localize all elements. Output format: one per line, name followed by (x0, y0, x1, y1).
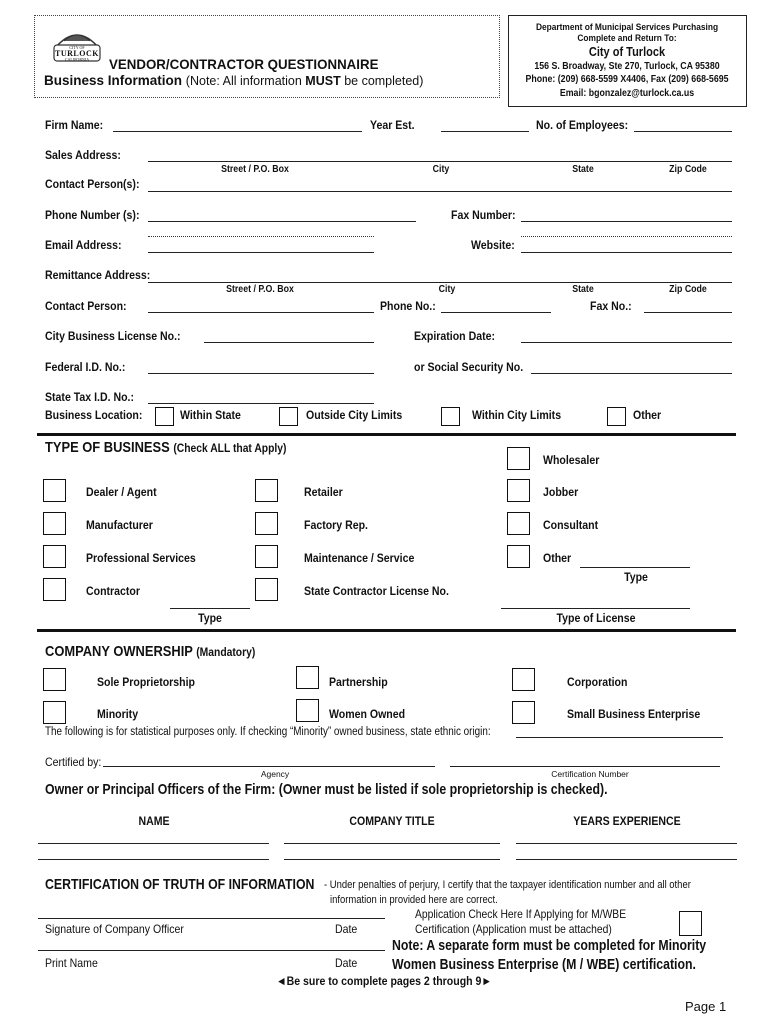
website-extra-line[interactable] (521, 236, 732, 237)
wholesaler-label: Wholesaler (543, 453, 600, 467)
maintenance-service-checkbox[interactable] (255, 545, 278, 568)
officer-row-2-name[interactable] (38, 859, 269, 860)
ssn-label: or Social Security No. (414, 360, 524, 374)
partnership-label: Partnership (329, 675, 388, 689)
remit-city-caption: City (438, 284, 456, 295)
contact-persons-label: Contact Person(s): (45, 177, 140, 191)
fax-no-field[interactable] (644, 312, 732, 313)
return-dept: Department of Municipal Services Purchasing (535, 22, 719, 33)
expiration-date-label: Expiration Date: (414, 329, 495, 343)
maintenance-service-label: Maintenance / Service (304, 551, 415, 565)
manufacturer-checkbox[interactable] (43, 512, 66, 535)
subtitle-bold: Business Information (44, 73, 183, 88)
fax-no-label: Fax No.: (590, 299, 632, 313)
federal-id-label: Federal I.D. No.: (45, 360, 126, 374)
ownership-heading (45, 643, 255, 660)
location-other-label: Other (633, 408, 662, 422)
minority-checkbox[interactable] (43, 701, 66, 724)
subtitle-note-pre: (Note: All information (185, 74, 306, 88)
sales-address-label: Sales Address: (45, 148, 121, 162)
contact-persons-field[interactable] (148, 191, 732, 192)
city-license-field[interactable] (204, 342, 374, 343)
fax-number-label: Fax Number: (451, 208, 516, 222)
jobber-checkbox[interactable] (507, 479, 530, 502)
sales-state-caption: State (572, 164, 594, 175)
return-phone: Phone: (209) 668-5599 X4406, Fax (209) 668-5695 (525, 74, 729, 85)
sales-address-field[interactable] (148, 161, 732, 162)
certification-number-field[interactable] (450, 766, 720, 767)
business-other-label: Other (543, 551, 572, 565)
print-date-label: Date (335, 956, 358, 970)
certification-number-caption: Certification Number (551, 769, 629, 779)
certification-text-2: information in provided here are correct. (330, 894, 498, 906)
license-type-field[interactable] (501, 608, 690, 609)
phone-numbers-field[interactable] (148, 221, 416, 222)
fax-number-field[interactable] (521, 221, 732, 222)
officers-heading: Owner or Principal Officers of the Firm: (Owner must be listed if sole proprietorship is checked). (45, 781, 608, 798)
agency-field[interactable] (103, 766, 435, 767)
dealer-agent-label: Dealer / Agent (86, 485, 157, 499)
officer-row-1-name[interactable] (38, 843, 269, 844)
state-contractor-license-label: State Contractor License No. (304, 584, 449, 598)
return-city: City of Turlock (588, 45, 666, 59)
contractor-checkbox[interactable] (43, 578, 66, 601)
consultant-label: Consultant (543, 518, 599, 532)
certification-text-1: - Under penalties of perjury, I certify that the taxpayer identification number and all other (324, 879, 691, 891)
remit-state-caption: State (572, 284, 594, 295)
certification-heading: CERTIFICATION OF TRUTH OF INFORMATION (45, 876, 315, 893)
firm-name-label: Firm Name: (45, 118, 104, 132)
email-address-label: Email Address: (45, 238, 122, 252)
signature-date-label: Date (335, 922, 358, 936)
business-other-type-caption: Type (624, 570, 648, 584)
firm-name-field[interactable] (113, 131, 362, 132)
print-name-field[interactable] (38, 950, 385, 951)
certified-by-label: Certified by: (45, 755, 102, 769)
consultant-checkbox[interactable] (507, 512, 530, 535)
wholesaler-checkbox[interactable] (507, 447, 530, 470)
signature-field[interactable] (38, 918, 385, 919)
type-of-business-divider (37, 433, 736, 436)
subtitle-note-bold: MUST (305, 74, 341, 88)
signature-label: Signature of Company Officer (45, 922, 184, 936)
form-subtitle (44, 73, 423, 88)
agency-caption: Agency (260, 769, 290, 779)
employees-field[interactable] (634, 131, 732, 132)
business-other-checkbox[interactable] (507, 545, 530, 568)
minority-label: Minority (97, 707, 139, 721)
mwbe-checkbox[interactable] (679, 911, 702, 936)
sole-proprietorship-checkbox[interactable] (43, 668, 66, 691)
officer-row-1-title[interactable] (284, 843, 500, 844)
mwbe-text-2: Certification (Application must be attached) (415, 922, 612, 936)
pages-note: ◄Be sure to complete pages 2 through 9► (276, 974, 492, 988)
mwbe-text-1: Application Check Here If Applying for M/WBE (415, 907, 627, 921)
officer-row-1-years[interactable] (516, 843, 737, 844)
website-label: Website: (471, 238, 515, 252)
outside-city-label: Outside City Limits (306, 408, 403, 422)
remit-street-caption: Street / P.O. Box (226, 284, 294, 295)
logo-text-bottom: CALIFORNIA (64, 57, 90, 62)
form-title: VENDOR/CONTRACTOR QUESTIONNAIRE (109, 56, 379, 72)
year-est-field[interactable] (441, 131, 529, 132)
page-number: Page 1 (685, 999, 727, 1014)
women-owned-checkbox[interactable] (296, 699, 319, 722)
return-email: Email: bgonzalez@turlock.ca.us (559, 88, 695, 99)
officers-col-years: YEARS EXPERIENCE (573, 814, 681, 828)
city-logo (52, 27, 102, 63)
state-tax-label: State Tax I.D. No.: (45, 390, 135, 404)
logo-text-main: TURLOCK (55, 49, 99, 58)
retailer-checkbox[interactable] (255, 479, 278, 502)
contact-person-label: Contact Person: (45, 299, 127, 313)
contact-person-field[interactable] (148, 312, 374, 313)
small-business-label: Small Business Enterprise (567, 707, 701, 721)
remittance-address-field[interactable] (148, 282, 732, 283)
mwbe-note-2: Women Business Enterprise (M / WBE) certification. (392, 956, 696, 973)
ssn-field[interactable] (531, 373, 732, 374)
state-tax-field[interactable] (148, 403, 374, 404)
city-license-label: City Business License No.: (45, 329, 181, 343)
corporation-label: Corporation (567, 675, 628, 689)
email-address-field[interactable] (148, 252, 374, 253)
sole-proprietorship-label: Sole Proprietorship (97, 675, 195, 689)
license-type-caption: Type of License (556, 611, 636, 625)
remit-zip-caption: Zip Code (669, 284, 707, 295)
manufacturer-label: Manufacturer (86, 518, 153, 532)
officers-col-title: COMPANY TITLE (349, 814, 435, 828)
corporation-checkbox[interactable] (512, 668, 535, 691)
location-other-checkbox[interactable] (607, 407, 626, 426)
ownership-divider (37, 629, 736, 632)
factory-rep-label: Factory Rep. (304, 518, 368, 532)
within-state-checkbox[interactable] (155, 407, 174, 426)
sales-zip-caption: Zip Code (669, 164, 707, 175)
contractor-label: Contractor (86, 584, 140, 598)
expiration-date-field[interactable] (521, 342, 732, 343)
contractor-type-caption: Type (198, 611, 222, 625)
phone-numbers-label: Phone Number (s): (45, 208, 140, 222)
officer-row-2-title[interactable] (284, 859, 500, 860)
logo-text-top: CITY OF (69, 45, 85, 50)
business-location-label: Business Location: (45, 408, 143, 422)
mwbe-note-1: Note: A separate form must be completed for Minority (392, 937, 707, 954)
business-other-type-field[interactable] (580, 567, 690, 568)
subtitle-note-post: be completed) (340, 74, 424, 88)
within-city-label: Within City Limits (472, 408, 562, 422)
professional-services-checkbox[interactable] (43, 545, 66, 568)
email-extra-line[interactable] (148, 236, 374, 237)
officer-row-2-years[interactable] (516, 859, 737, 860)
dealer-agent-checkbox[interactable] (43, 479, 66, 502)
professional-services-label: Professional Services (86, 551, 196, 565)
employees-label: No. of Employees: (536, 118, 629, 132)
factory-rep-checkbox[interactable] (255, 512, 278, 535)
federal-id-field[interactable] (148, 373, 374, 374)
return-address: 156 S. Broadway, Ste 270, Turlock, CA 95380 (534, 61, 720, 72)
retailer-label: Retailer (304, 485, 343, 499)
type-of-business-title: TYPE OF BUSINESS (45, 439, 170, 456)
small-business-checkbox[interactable] (512, 701, 535, 724)
state-contractor-checkbox[interactable] (255, 578, 278, 601)
within-city-checkbox[interactable] (441, 407, 460, 426)
type-of-business-sub: (Check ALL that Apply) (173, 441, 287, 455)
jobber-label: Jobber (543, 485, 579, 499)
within-state-label: Within State (180, 408, 241, 422)
contractor-type-field[interactable] (170, 608, 250, 609)
ethnic-origin-field[interactable] (516, 737, 723, 738)
phone-no-field[interactable] (441, 312, 551, 313)
return-label: Complete and Return To: (577, 33, 677, 44)
type-of-business-heading (45, 439, 286, 456)
statistical-note: The following is for statistical purposes only. If checking “Minority” owned business, state ethnic origin: (45, 726, 491, 738)
officers-col-name: NAME (138, 814, 170, 828)
sales-city-caption: City (432, 164, 450, 175)
phone-no-label: Phone No.: (380, 299, 436, 313)
partnership-checkbox[interactable] (296, 666, 319, 689)
sales-street-caption: Street / P.O. Box (221, 164, 289, 175)
remittance-address-label: Remittance Address: (45, 268, 151, 282)
ownership-sub: (Mandatory) (196, 645, 256, 659)
print-name-label: Print Name (45, 956, 98, 970)
outside-city-checkbox[interactable] (279, 407, 298, 426)
ownership-title: COMPANY OWNERSHIP (45, 643, 193, 660)
women-owned-label: Women Owned (329, 707, 406, 721)
website-field[interactable] (521, 252, 732, 253)
year-est-label: Year Est. (370, 118, 415, 132)
